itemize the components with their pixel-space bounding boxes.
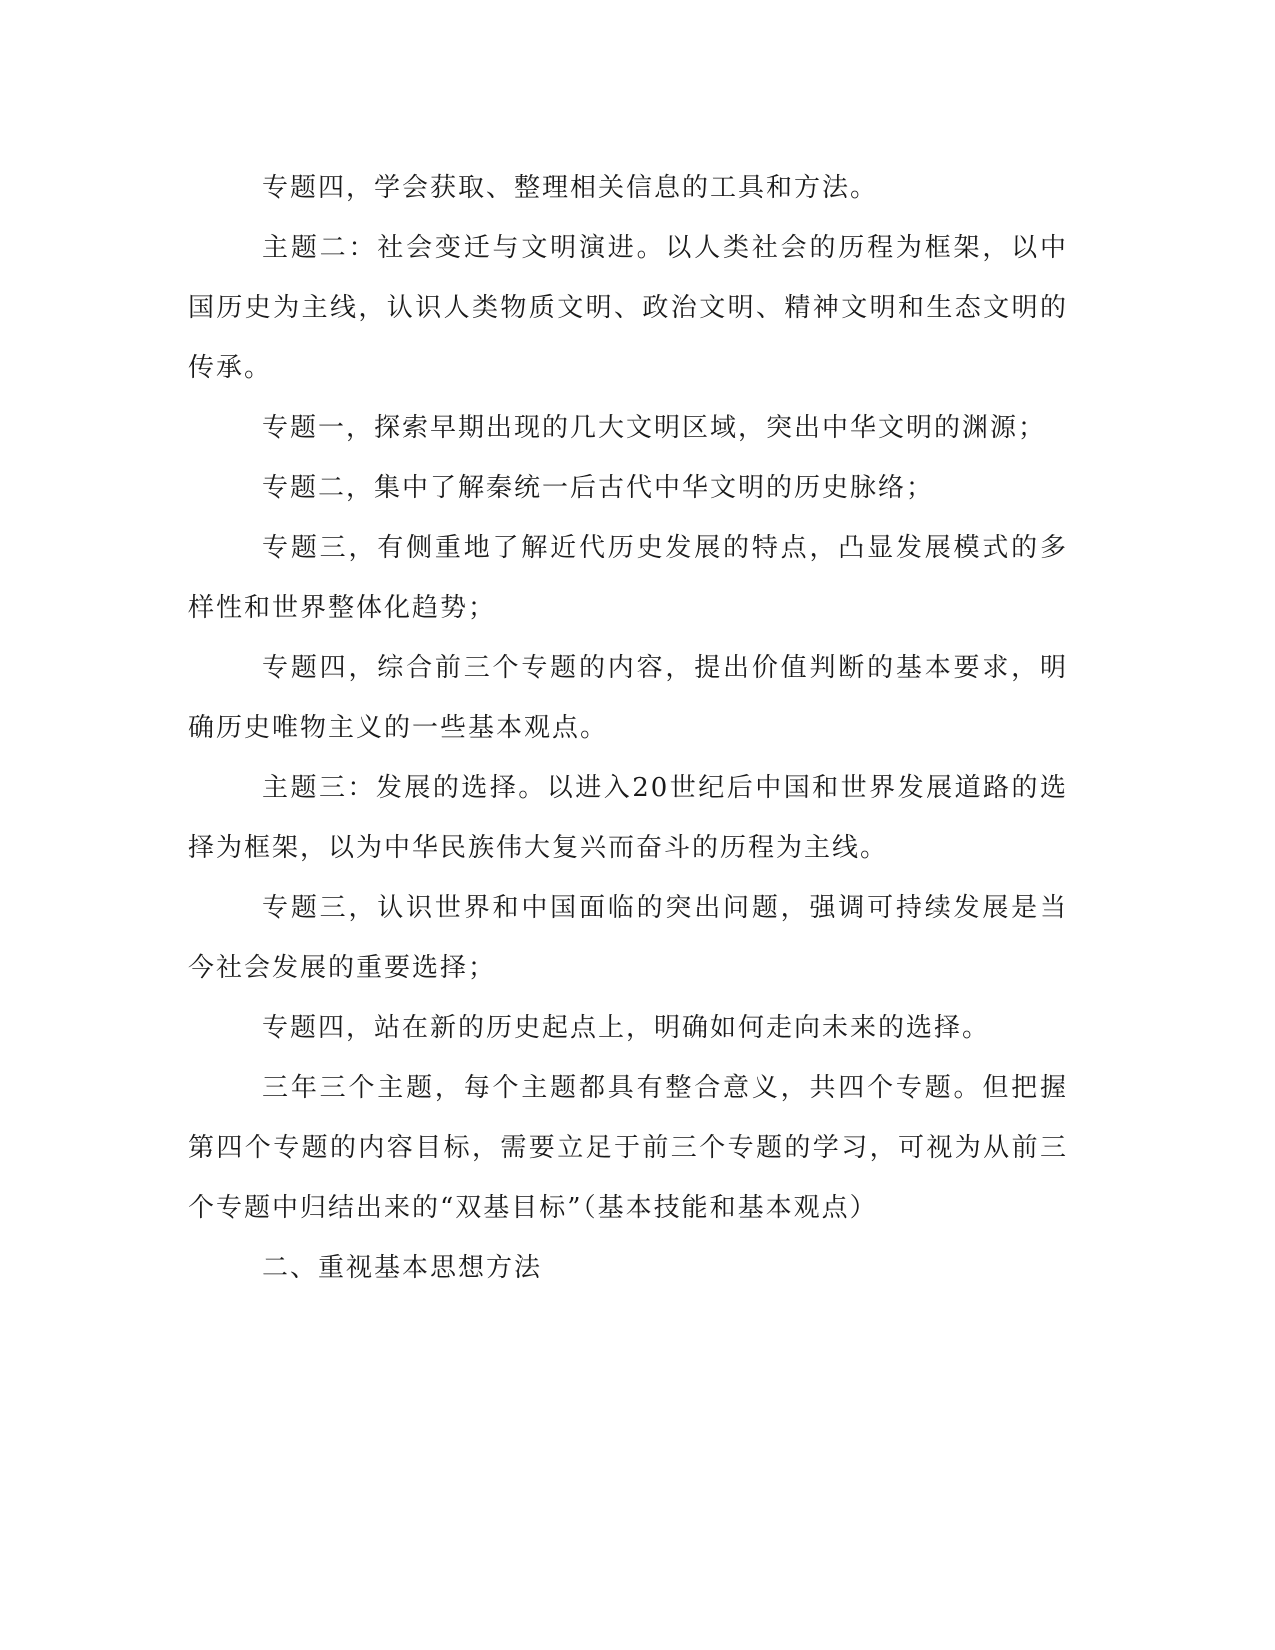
paragraph-topic-three: 专题三，有侧重地了解近代历史发展的特点，凸显发展模式的多样性和世界整体化趋势； xyxy=(188,533,1068,623)
paragraph-topic-four-values: 专题四，综合前三个专题的内容，提出价值判断的基本要求，明确历史唯物主义的一些基本观点。 xyxy=(188,653,1068,743)
paragraph-topic-three-sustainable: 专题三，认识世界和中国面临的突出问题，强调可持续发展是当今社会发展的重要选择； xyxy=(188,893,1068,983)
paragraph-topic-four-future: 专题四，站在新的历史起点上，明确如何走向未来的选择。 xyxy=(262,1013,991,1043)
paragraph-topic-four-tools: 专题四，学会获取、整理相关信息的工具和方法。 xyxy=(262,173,879,203)
paragraph-theme-three: 主题三：发展的选择。以进入20世纪后中国和世界发展道路的选择为框架，以为中华民族伟大复兴而奋斗的历程为主线。 xyxy=(188,773,1068,863)
paragraph-topic-two: 专题二，集中了解秦统一后古代中华文明的历史脉络； xyxy=(262,473,935,503)
section-heading-methods: 二、重视基本思想方法 xyxy=(262,1253,543,1283)
paragraph-summary: 三年三个主题，每个主题都具有整合意义，共四个专题。但把握第四个专题的内容目标，需要立足于前三个专题的学习，可视为从前三个专题中归结出来的“双基目标”（基本技能和基本观点） xyxy=(188,1073,1068,1223)
paragraph-theme-two: 主题二：社会变迁与文明演进。以人类社会的历程为框架，以中国历史为主线，认识人类物质文明、政治文明、精神文明和生态文明的传承。 xyxy=(188,233,1068,383)
paragraph-topic-one: 专题一，探索早期出现的几大文明区域，突出中华文明的渊源； xyxy=(262,413,1047,443)
document-body xyxy=(188,158,1068,1298)
